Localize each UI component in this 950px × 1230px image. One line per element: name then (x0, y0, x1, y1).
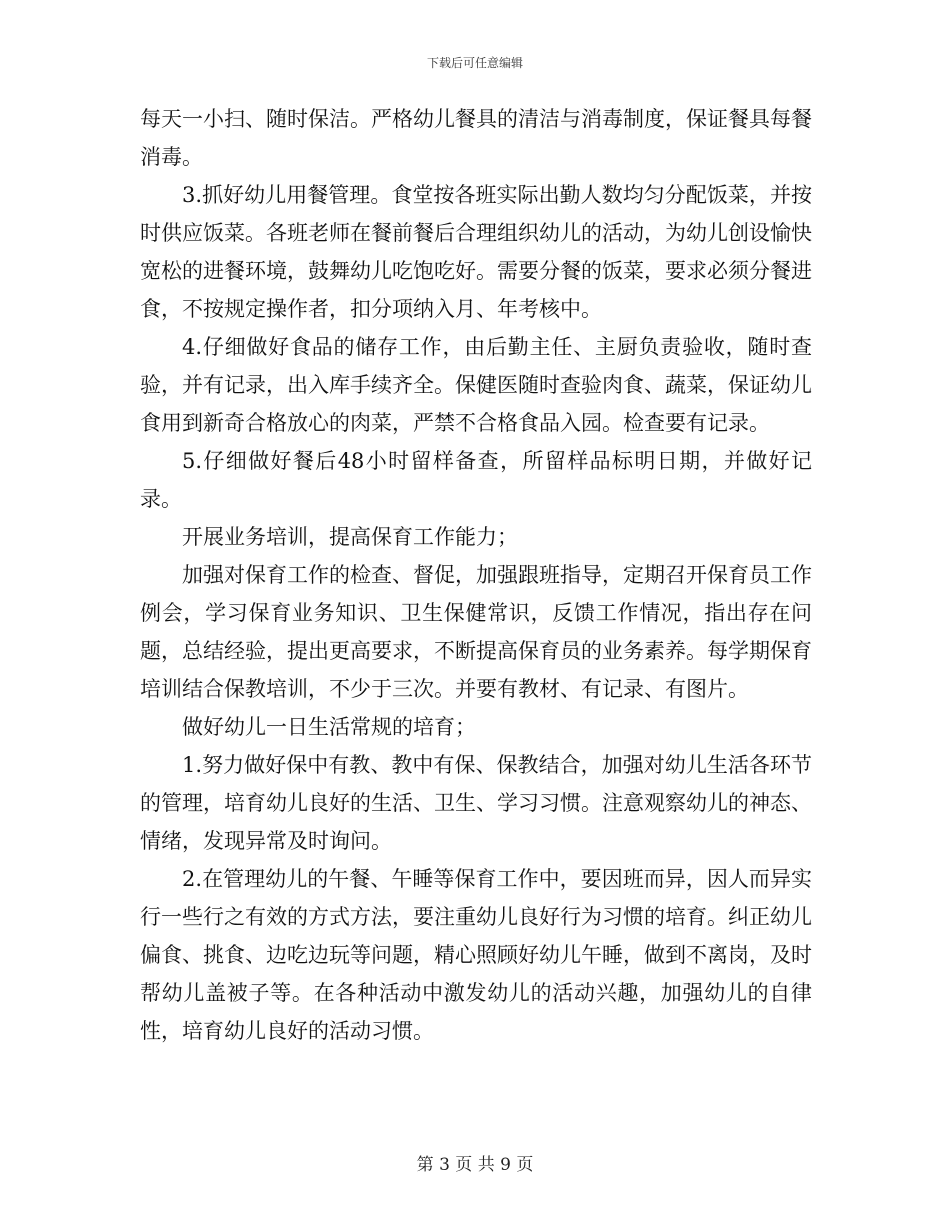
paragraph-food-storage: 4.仔细做好食品的储存工作，由后勤主任、主厨负责验收，随时查验，并有记录，出入库手续齐全。保健医随时查验肉食、蔬菜，保证幼儿食用到新奇合格放心的肉菜，严禁不合格食品入园。检查要有记录。 (140, 335, 812, 435)
document-body (140, 100, 812, 1050)
paragraph-cleaning-continuation: 每天一小扫、随时保洁。严格幼儿餐具的清洁与消毒制度，保证餐具每餐消毒。 (140, 107, 812, 169)
paragraph-meal-management: 3.抓好幼儿用餐管理。食堂按各班实际出勤人数均匀分配饭菜，并按时供应饭菜。各班老师在餐前餐后合理组织幼儿的活动，为幼儿创设愉快宽松的进餐环境，鼓舞幼儿吃饱吃好。需要分餐的饭菜，要求必须分餐进食，不按规定操作者，扣分项纳入月、年考核中。 (140, 183, 812, 321)
paragraph-sample-retention: 5.仔细做好餐后48小时留样备查，所留样品标明日期，并做好记录。 (140, 449, 812, 511)
paragraph-training-heading: 开展业务培训，提高保育工作能力； (182, 525, 518, 549)
paragraph-routine-item-1: 1.努力做好保中有教、教中有保、保教结合，加强对幼儿生活各环节的管理，培育幼儿良好的生活、卫生、学习习惯。注意观察幼儿的神态、情绪，发现异常及时询问。 (140, 753, 812, 853)
page-number-footer: 第 3 页 共 9 页 (416, 1155, 534, 1175)
paragraph-training-details: 加强对保育工作的检查、督促，加强跟班指导，定期召开保育员工作例会，学习保育业务知识、卫生保健常识，反馈工作情况，指出存在问题，总结经验，提出更高要求，不断提高保育员的业务素养。每学期保育培训结合保教培训，不少于三次。并要有教材、有记录、有图片。 (140, 563, 812, 701)
page-header-note: 下载后可任意编辑 (426, 56, 523, 70)
paragraph-routine-item-2: 2.在管理幼儿的午餐、午睡等保育工作中，要因班而异，因人而异实行一些行之有效的方式方法，要注重幼儿良好行为习惯的培育。纠正幼儿偏食、挑食、边吃边玩等问题，精心照顾好幼儿午睡，做到不离岗，及时帮幼儿盖被子等。在各种活动中激发幼儿的活动兴趣，加强幼儿的自律性，培育幼儿良好的活动习惯。 (140, 867, 812, 1043)
paragraph-routine-heading: 做好幼儿一日生活常规的培育； (182, 715, 476, 739)
